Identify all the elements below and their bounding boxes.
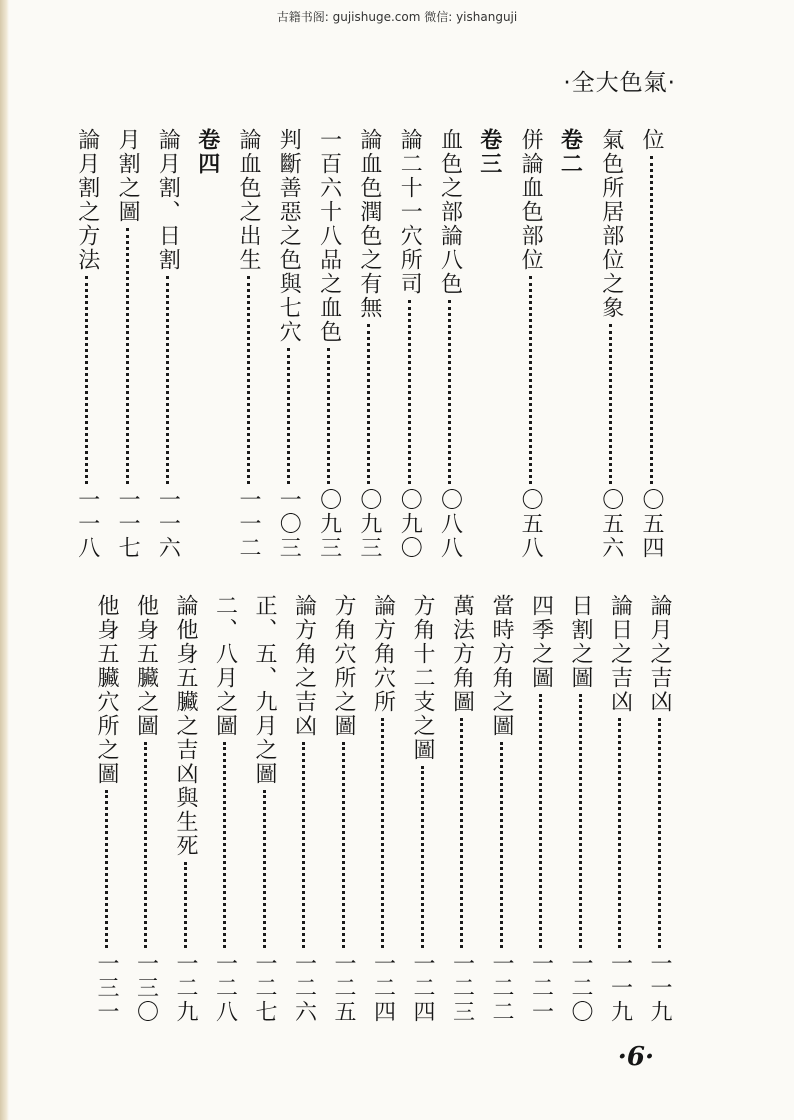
toc-entry (512, 128, 548, 560)
page-number: ·6· (617, 1042, 654, 1072)
toc-entry (391, 128, 427, 560)
toc-entry-title: 方角十二支之圖 (410, 594, 435, 762)
toc-dot-leader (579, 694, 582, 948)
toc-dot-leader (609, 324, 612, 484)
toc-dot-leader (460, 718, 463, 948)
toc-entry (286, 594, 322, 1024)
toc-entry-page: 一一七 (115, 488, 141, 560)
toc-entry (432, 128, 468, 560)
toc-dot-leader (658, 718, 661, 948)
toc-entry-title: 血色之部論八色 (437, 128, 463, 296)
toc-entry (602, 594, 638, 1024)
toc-entry-title: 論月之吉凶 (647, 594, 672, 714)
toc-entry-page: 一二三 (449, 952, 475, 1024)
toc-entry-page: 一二四 (410, 952, 435, 1024)
toc-dot-leader (618, 718, 621, 948)
toc-dot-leader (650, 156, 653, 484)
toc-entry (483, 594, 519, 1024)
toc-entry-title: 方角穴所之圖 (331, 594, 356, 738)
toc-dot-leader (500, 742, 503, 948)
toc-entry-page: 一二九 (173, 952, 198, 1024)
toc-dot-leader (85, 276, 88, 484)
toc-entry-title: 四季之圖 (528, 594, 554, 690)
toc-entry-page: 一一六 (155, 488, 181, 560)
toc-entry-page: 一二五 (331, 952, 356, 1024)
toc-entry (128, 594, 164, 1024)
toc-dot-leader (263, 790, 266, 948)
toc-dot-leader (381, 718, 384, 948)
toc-dot-leader (184, 862, 187, 948)
toc-entry-title: 當時方角之圖 (489, 594, 514, 738)
toc-entry (88, 594, 124, 1024)
toc-entry (562, 594, 598, 1024)
toc-entry-title: 他身五臟之圖 (133, 594, 159, 738)
toc-dot-leader (144, 742, 147, 948)
toc-entry (207, 594, 243, 1024)
toc-entry (641, 594, 677, 1024)
toc-dot-leader (327, 348, 330, 484)
toc-entry-page: 一三〇 (133, 952, 159, 1024)
toc-entry-title: 正、五、九月之圖 (252, 594, 277, 786)
toc-entry-page: 〇九三 (356, 488, 382, 560)
toc-entry (523, 594, 559, 1024)
toc-section-title: 卷二 (557, 128, 584, 176)
toc-entry (311, 128, 347, 560)
toc-entry (69, 128, 105, 560)
toc-section-heading (552, 128, 588, 560)
page-binding-edge (0, 0, 9, 1120)
toc-entry-title: 併論血色部位 (518, 128, 544, 272)
toc-dot-leader (105, 790, 108, 948)
toc-section-title: 卷四 (194, 128, 221, 176)
toc-entry-page: 一三一 (94, 952, 119, 1024)
toc-entry-title: 論二十一穴所司 (397, 128, 423, 296)
toc-entry-title: 月割之圖 (115, 128, 141, 224)
toc-entry-title: 論血色潤色之有無 (356, 128, 382, 320)
toc-section-heading (190, 128, 226, 560)
toc-entry-title: 一百六十八品之血色 (316, 128, 342, 344)
toc-entry (365, 594, 401, 1024)
toc-entry (167, 594, 203, 1024)
toc-dot-leader (408, 300, 411, 484)
toc-entry-page: 一二〇 (568, 952, 593, 1024)
toc-entry-title: 論方角之吉凶 (291, 594, 317, 738)
toc-entry-page: 一二四 (370, 952, 396, 1024)
toc-entry (404, 594, 440, 1024)
toc-dot-leader (367, 324, 370, 484)
toc-dot-leader (287, 348, 290, 484)
toc-entry-title: 判斷善惡之色與七穴 (276, 128, 302, 344)
toc-dot-leader (448, 300, 451, 484)
toc-entry (325, 594, 361, 1024)
toc-dot-leader (223, 742, 226, 948)
toc-entry-title: 氣色所居部位之象 (598, 128, 624, 320)
toc-entry-page: 〇九三 (316, 488, 342, 560)
toc-entry-page: 〇八八 (437, 488, 463, 560)
toc-entry-page: 一二一 (528, 952, 554, 1024)
toc-entry-page: 〇五四 (639, 488, 664, 560)
toc-entry-page: 一二六 (291, 952, 317, 1024)
toc-entry-title: 論日之吉凶 (607, 594, 633, 714)
toc-section-heading (472, 128, 508, 560)
toc-entry-title: 他身五臟穴所之圖 (94, 594, 119, 786)
toc-dot-leader (126, 228, 129, 484)
toc-entry (149, 128, 185, 560)
book-title: ·全大色氣· (563, 70, 676, 96)
toc-entry-title: 論血色之出生 (236, 128, 261, 272)
toc-entry (230, 128, 266, 560)
toc-entry-title: 論他身五臟之吉凶與生死 (173, 594, 198, 858)
site-header: 古籍书阁: gujishuge.com 微信: yishanguji (276, 10, 518, 24)
toc-entry-page: 〇五八 (518, 488, 544, 560)
toc-entry-title: 日割之圖 (568, 594, 593, 690)
toc-dot-leader (342, 742, 345, 948)
toc-entry-page: 一二二 (489, 952, 514, 1024)
toc-entry-page: 一一八 (74, 488, 100, 560)
toc-entry-title: 論方角穴所 (370, 594, 396, 714)
toc-entry (109, 128, 145, 560)
toc-dot-leader (539, 694, 542, 948)
toc-entry (593, 128, 629, 560)
toc-entry-page: 一一二 (236, 488, 261, 560)
toc-entry-page: 一二七 (252, 952, 277, 1024)
toc-entry (270, 128, 306, 560)
toc-entry (246, 594, 282, 1024)
toc-dot-leader (247, 276, 250, 484)
toc-entry-title: 位 (639, 128, 664, 152)
toc-entry-title: 論月割、日割 (155, 128, 181, 272)
toc-dot-leader (166, 276, 169, 484)
toc-dot-leader (529, 276, 532, 484)
toc-section-title: 卷三 (476, 128, 503, 176)
toc-entry-page: 一一九 (607, 952, 633, 1024)
toc-dot-leader (421, 766, 424, 948)
toc-entry (351, 128, 387, 560)
toc-entry-page: 〇九〇 (397, 488, 423, 560)
toc-entry-page: 一一九 (647, 952, 672, 1024)
toc-entry-title: 萬法方角圖 (449, 594, 475, 714)
toc-entry (633, 128, 669, 560)
toc-entry-page: 一二八 (212, 952, 238, 1024)
toc-entry (444, 594, 480, 1024)
toc-entry-page: 一〇三 (276, 488, 302, 560)
toc-entry-title: 二、八月之圖 (212, 594, 238, 738)
toc-dot-leader (302, 742, 305, 948)
toc-entry-page: 〇五六 (598, 488, 624, 560)
toc-entry-title: 論月割之方法 (74, 128, 100, 272)
